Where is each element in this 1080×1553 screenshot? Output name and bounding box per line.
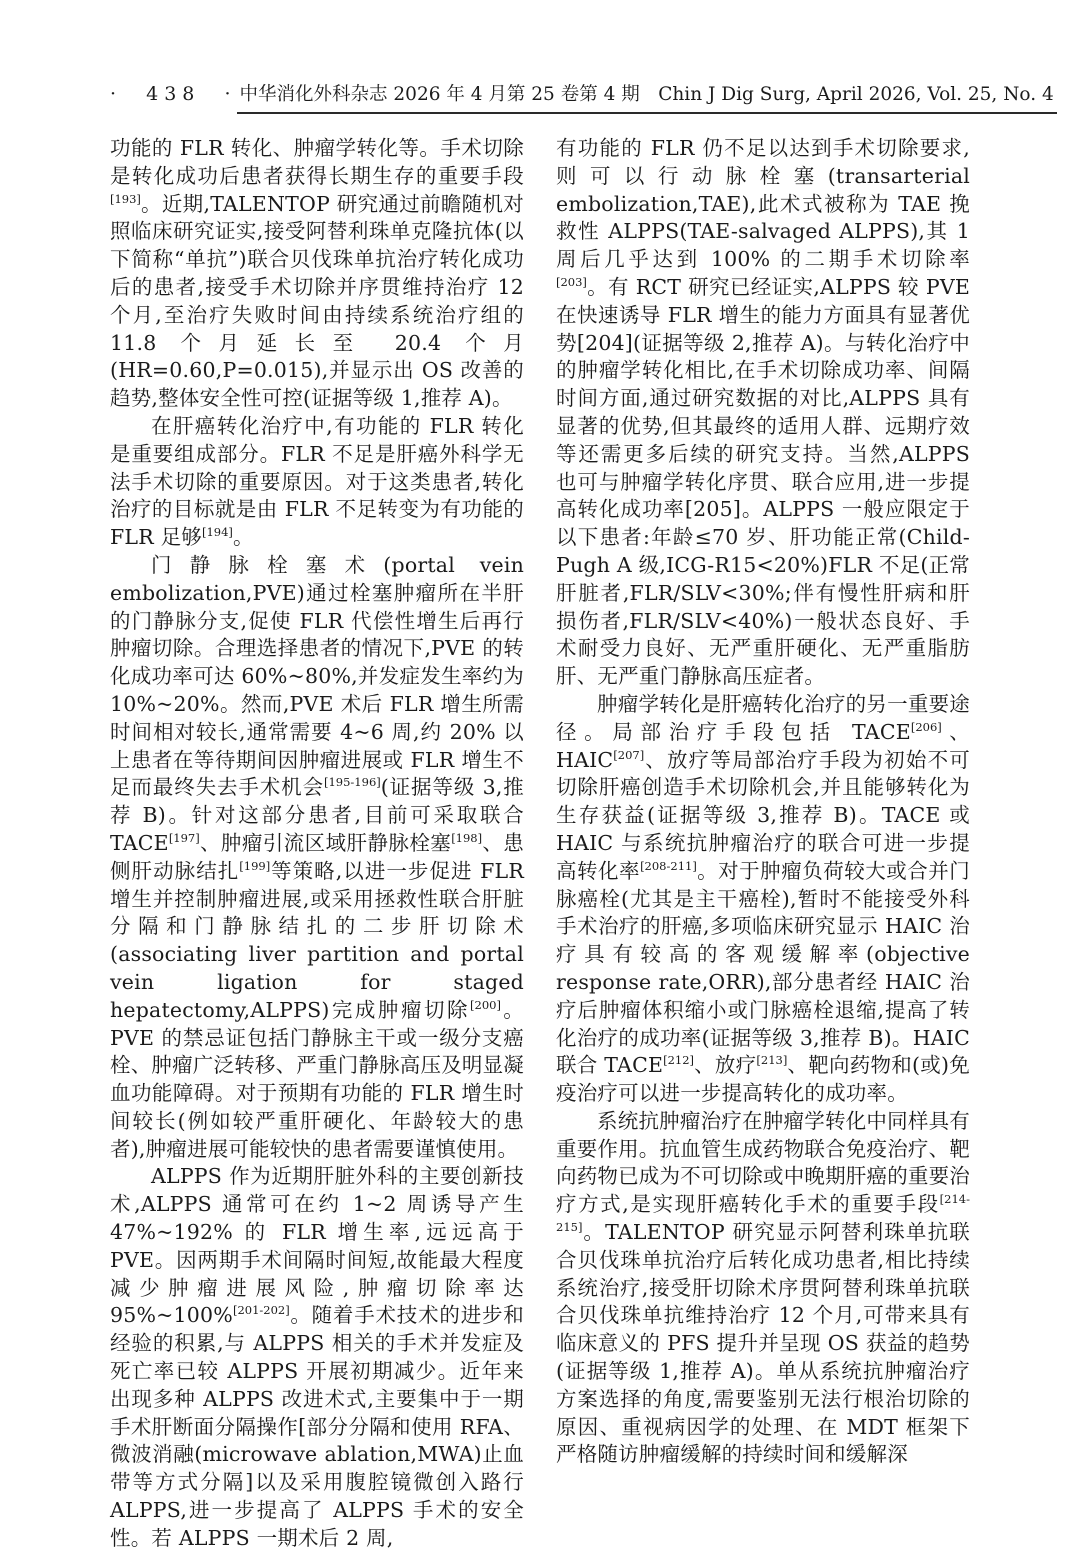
article-body: [110, 135, 970, 1553]
reference-superscript: [213]: [756, 1053, 788, 1068]
paragraph: 肿瘤学转化是肝癌转化治疗的另一重要途径。局部治疗手段包括 TACE[206]、HAIC[207]、放疗等局部治疗手段为初始不可切除肝癌创造手术切除机会,并且能够转化为生存获益(证据等级 3,推荐 B)。TACE 或 HAIC 与系统抗肿瘤治疗的联合可进一步提高转化率[208-211]。对于肿瘤负荷较大或合并门脉癌栓(尤其是主干癌栓),暂时不能接受外科手术治疗的肝癌,多项临床研究显示 HAIC 治疗具有较高的客观缓解率(objective response rate,ORR),部分患者经 HAIC 治疗后肿瘤体积缩小或门脉癌栓退缩,提高了转化治疗的成功率(证据等级 3,推荐 B)。HAIC 联合 TACE[212]、放疗[213]、靶向药物和(或)免疫治疗可以进一步提高转化的成功率。: [556, 691, 970, 1106]
paragraph: 有功能的 FLR 仍不足以达到手术切除要求,则可以行动脉栓塞(transarterial embolization,TAE),此术式被称为 TAE 挽救性 ALPPS(TAE-salvaged ALPPS),其 1 周后几乎达到 100% 的二期手术切除率[203]。有 RCT 研究已经证实,ALPPS 较 PVE 在快速诱导 FLR 增生的能力方面具有显著优势[204](证据等级 2,推荐 A)。与转化治疗中的肿瘤学转化相比,在手术切除成功率、间隔时间方面,通过研究数据的对比,ALPPS 具有显著的优势,但其最终的适用人群、远期疗效等还需更多后续的研究支持。当然,ALPPS 也可与肿瘤学转化序贯、联合应用,进一步提高转化成功率[205]。ALPPS 一般应限定于以下患者:年龄≤70 岁、肝功能正常(Child-Pugh A 级,ICG-R15<20%)FLR 不足(正常肝脏者,FLR/SLV<30%;伴有慢性肝病和肝损伤者,FLR/SLV<40%)一般状态良好、手术耐受力良好、无严重肝硬化、无严重脂肪肝、无严重门静脉高压症者。: [556, 136, 970, 689]
paragraph: 在肝癌转化治疗中,有功能的 FLR 转化是重要组成部分。FLR 不足是肝癌外科学无法手术切除的重要原因。对于这类患者,转化治疗的目标就是由 FLR 不足转变为有功能的 FLR 足够[194]。: [110, 413, 524, 550]
journal-title-line: 中华消化外科杂志 2026 年 4 月第 25 卷第 4 期 Chin J Dig Surg, April 2026, Vol. 25, No. 4: [237, 80, 1057, 114]
reference-superscript: [193]: [110, 191, 141, 206]
reference-superscript: [198]: [451, 831, 483, 846]
reference-superscript: [208-211]: [640, 858, 697, 873]
right-column: [556, 135, 970, 1553]
reference-superscript: [201-202]: [232, 1303, 290, 1318]
reference-superscript: [200]: [470, 997, 501, 1012]
reference-superscript: [206]: [910, 719, 942, 734]
paragraph: 系统抗肿瘤治疗在肿瘤学转化中同样具有重要作用。抗血管生成药物联合免疫治疗、靶向药物已成为不可切除或中晚期肝癌的重要治疗方式,是实现肝癌转化手术的重要手段[214-215]。TALENTOP 研究显示阿替利珠单抗联合贝伐珠单抗治疗后转化成功患者,相比持续系统治疗,接受肝切除术序贯阿替利珠单抗联合贝伐珠单抗维持治疗 12 个月,可带来具有临床意义的 PFS 提升并呈现 OS 获益的趋势(证据等级 1,推荐 A)。单从系统抗肿瘤治疗方案选择的角度,需要鉴别无法行根治切除的原因、重视病因学的处理、在 MDT 框架下严格随访肿瘤缓解的持续时间和缓解深: [556, 1108, 970, 1467]
paragraph: ALPPS 作为近期肝脏外科的主要创新技术,ALPPS 通常可在约 1~2 周诱导产生 47%~192% 的 FLR 增生率,远远高于 PVE。因两期手术间隔时间短,故能最大程度减少肿瘤进展风险,肿瘤切除率达 95%~100%[201-202]。随着手术技术的进步和经验的积累,与 ALPPS 相关的手术并发症及死亡率已较 ALPPS 开展初期减少。近年来出现多种 ALPPS 改进术式,主要集中于一期手术肝断面分隔操作[部分分隔和使用 RFA、微波消融(microwave ablation,MWA)止血带等方式分隔]以及采用腹腔镜微创入路行 ALPPS,进一步提高了 ALPPS 手术的安全性。若 ALPPS 一期术后 2 周,: [110, 1164, 524, 1550]
reference-superscript: [194]: [202, 525, 233, 540]
left-column: [110, 135, 524, 1553]
page-header: [110, 80, 1054, 114]
reference-superscript: [214-215]: [556, 1192, 970, 1235]
reference-superscript: [207]: [613, 747, 645, 762]
reference-superscript: [195-196]: [323, 775, 381, 790]
reference-superscript: [212]: [663, 1053, 695, 1068]
reference-superscript: [197]: [168, 831, 200, 846]
paragraph: 门静脉栓塞术(portal vein embolization,PVE)通过栓塞肿瘤所在半肝的门静脉分支,促使 FLR 代偿性增生后再行肿瘤切除。合理选择患者的情况下,PVE 的转化成功率可达 60%~80%,并发症发生率约为 10%~20%。然而,PVE 术后 FLR 增生所需时间相对较长,通常需要 4~6 周,约 20% 以上患者在等待期间因肿瘤进展或 FLR 增生不足而最终失去手术机会[195-196](证据等级 3,推荐 B)。针对这部分患者,目前可采取联合 TACE[197]、肿瘤引流区域肝静脉栓塞[198]、患侧肝动脉结扎[199]等策略,以进一步促进 FLR 增生并控制肿瘤进展,或采用拯救性联合肝脏分隔和门静脉结扎的二步肝切除术(associating liver partition and portal vein ligation for staged hepatectomy,ALPPS)完成肿瘤切除[200]。PVE 的禁忌证包括门静脉主干或一级分支癌栓、肿瘤广泛转移、严重门静脉高压及明显凝血功能障碍。对于预期有功能的 FLR 增生时间较长(例如较严重肝硬化、年龄较大的患者),肿瘤进展可能较快的患者需要谨慎使用。: [110, 552, 525, 1161]
reference-superscript: [199]: [239, 858, 271, 873]
page-number: · 438 ·: [110, 83, 237, 105]
paragraph: 功能的 FLR 转化、肿瘤学转化等。手术切除是转化成功后患者获得长期生存的重要手段[193]。近期,TALENTOP 研究通过前瞻随机对照临床研究证实,接受阿替利珠单克隆抗体(以下简称“单抗”)联合贝伐珠单抗治疗转化成功后的患者,接受手术切除并序贯维持治疗 12 个月,至治疗失败时间由持续系统治疗组的 11.8 个月延长至 20.4 个月(HR=0.60,P=0.015),并显示出 OS 改善的趋势,整体安全性可控(证据等级 1,推荐 A)。: [110, 136, 524, 411]
reference-superscript: [203]: [556, 275, 587, 290]
